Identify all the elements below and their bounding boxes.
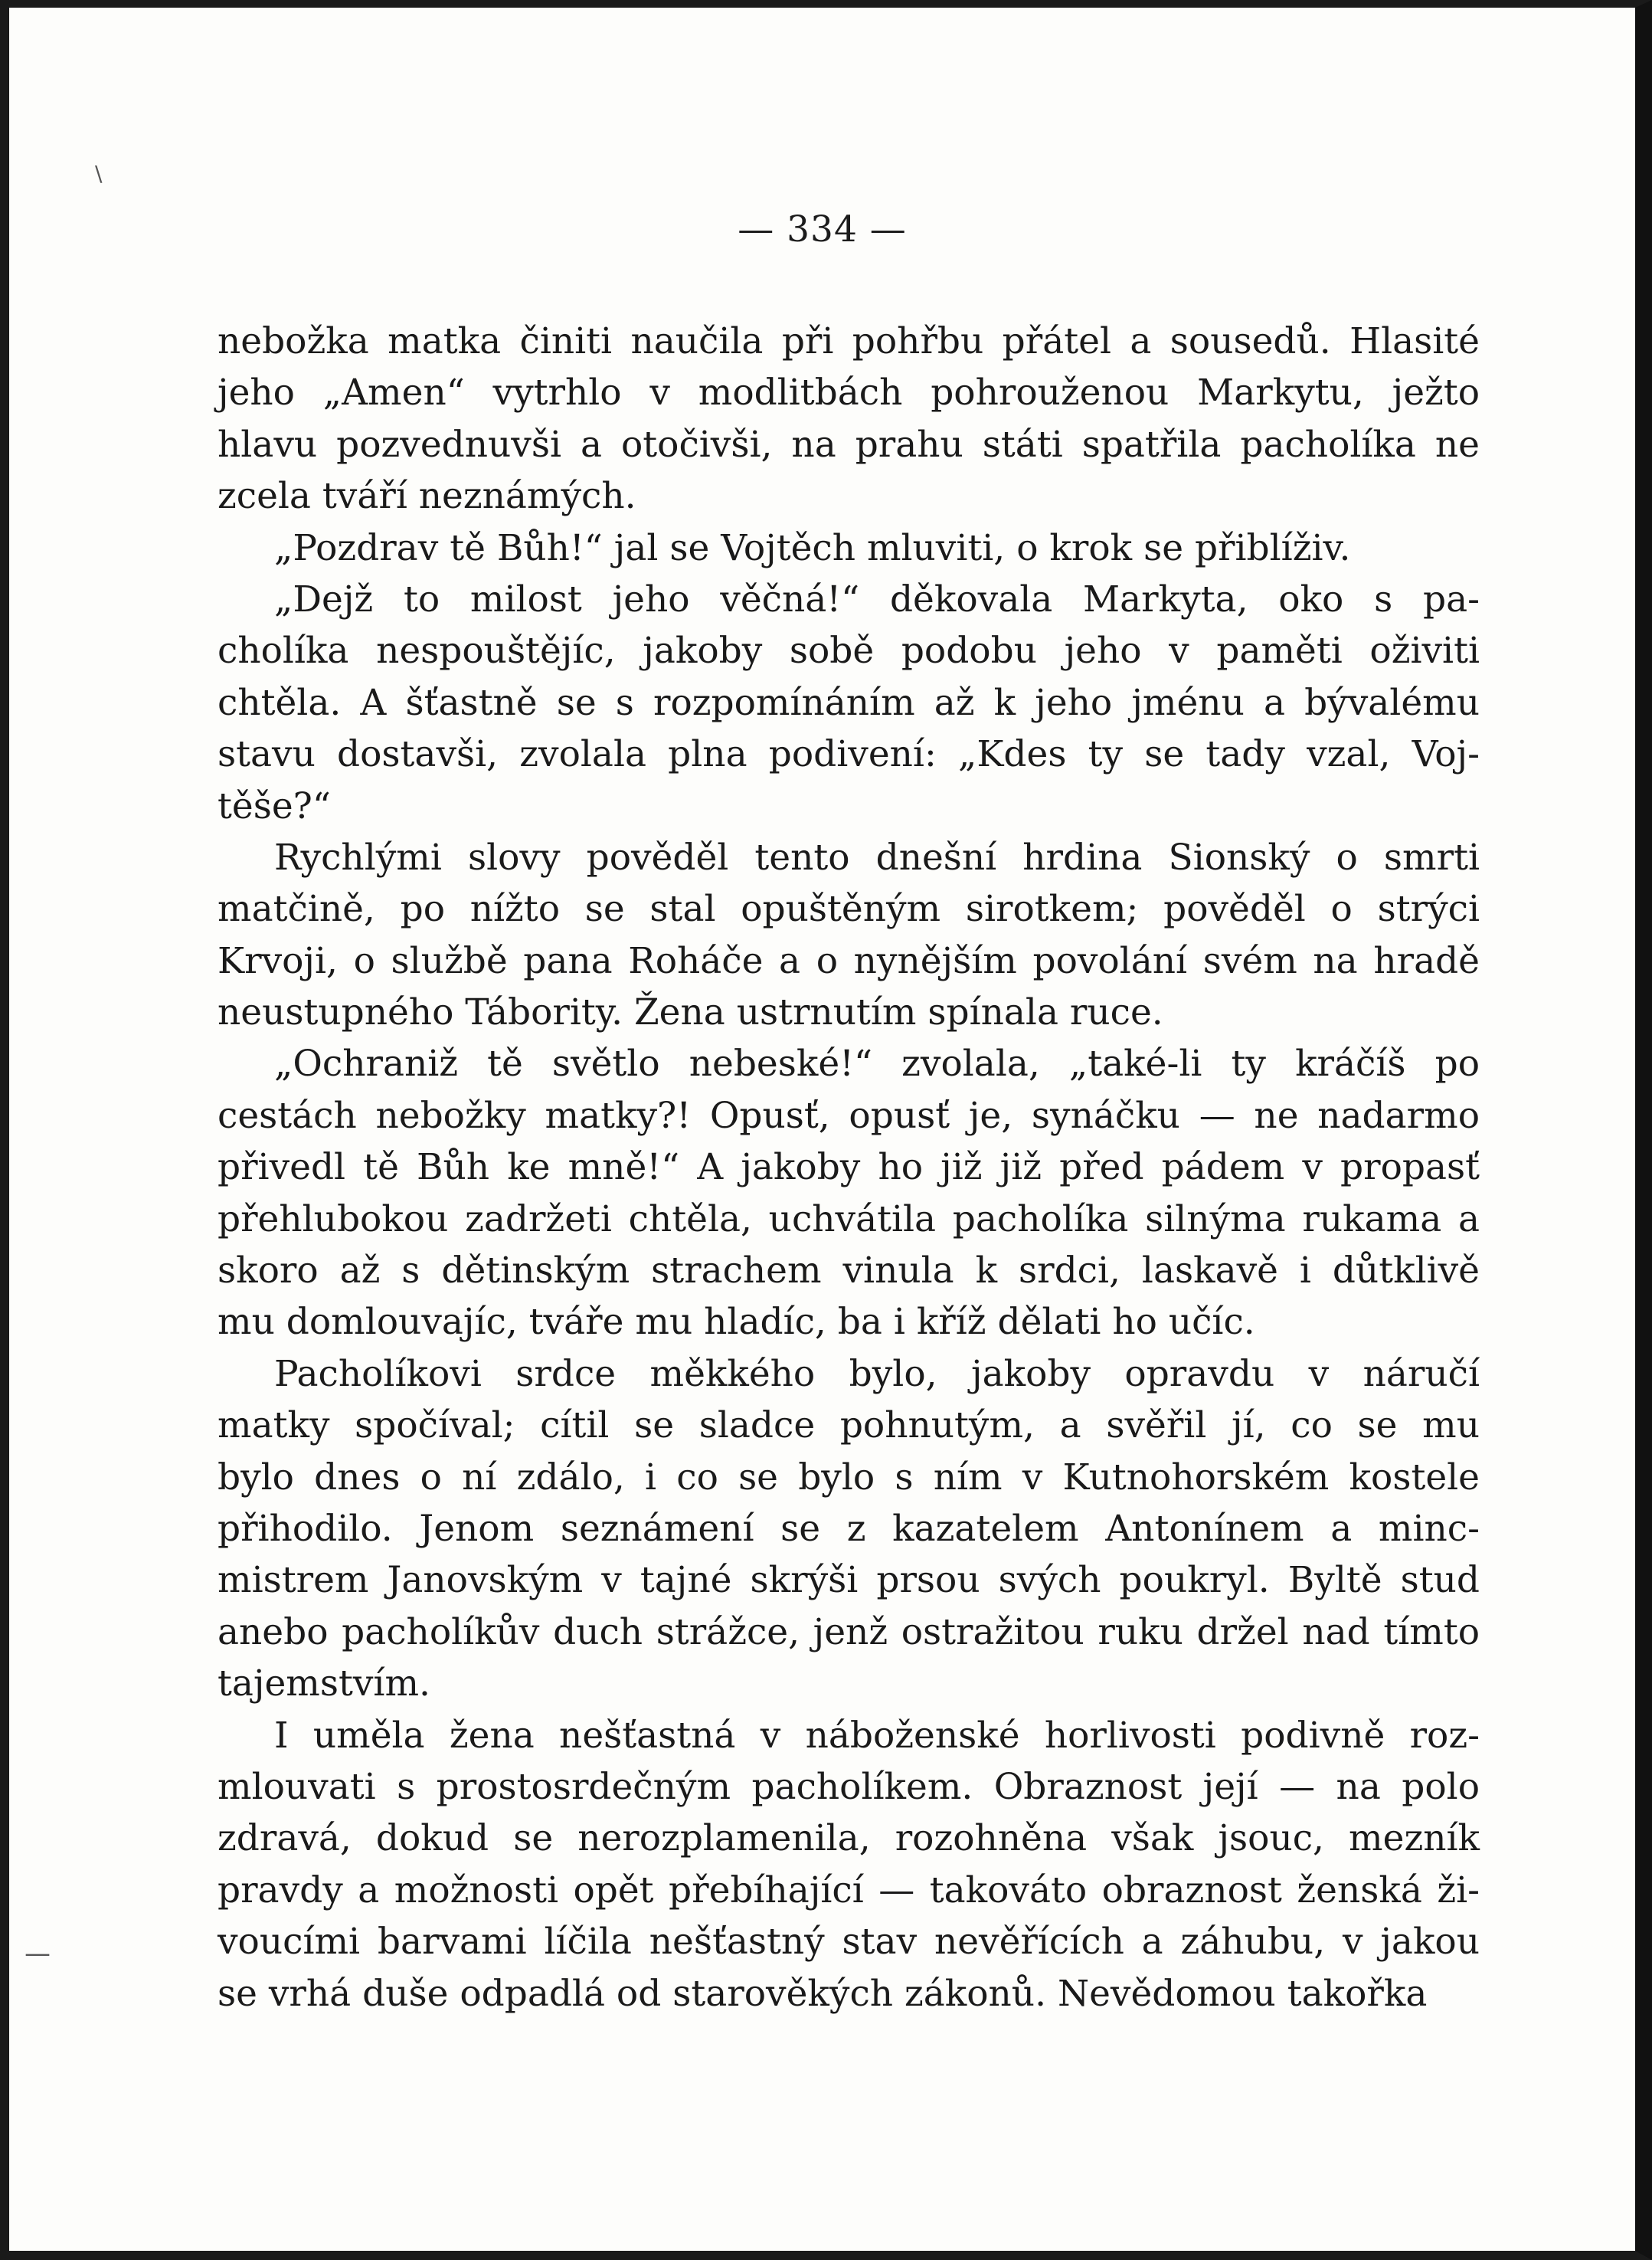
text-line: těše?“	[218, 784, 331, 827]
text-line: neustupného Tábority. Žena ustrnutím spínala ruce.‌	[218, 991, 1163, 1034]
text-line: bylo dnes o ní zdálo, i co se bylo s ním v Kutnohorském kostele	[218, 1456, 1480, 1498]
scan-mark: —	[25, 1938, 51, 1969]
paragraph	[218, 1710, 1480, 2019]
paragraph	[218, 316, 1480, 522]
text-line: pravdy a možnosti opět přebíhající — takováto obraznost ženská ži-	[218, 1869, 1480, 1911]
body-text	[218, 316, 1480, 2019]
text-line: stavu dostavši, zvolala plna podivení: „Kdes ty se tady vzal, Voj-	[218, 733, 1480, 776]
text-line: cestách nebožky matky?! Opusť, opusť je, synáčku — ne nadarmo	[218, 1094, 1480, 1137]
text-line: nebožka matka činiti naučila při pohřbu přátel a sousedů. Hlasité	[218, 320, 1480, 362]
paragraph	[218, 1038, 1480, 1348]
text-line: matky spočíval; cítil se sladce pohnutým, a svěřil jí, co se mu	[218, 1404, 1480, 1447]
text-line: přihodilo. Jenom seznámení se z kazatelem Antonínem a minc-	[218, 1507, 1480, 1550]
text-line: „Dejž to milost jeho věčná!“ děkovala Markyta, oko s pa-	[274, 578, 1480, 621]
text-line: mlouvati s prostosrdečným pacholíkem. Obraznost její — na polo	[218, 1765, 1480, 1808]
text-line: zdravá, dokud se nerozplamenila, rozohněna však jsouc, mezník	[218, 1817, 1480, 1860]
text-line: přivedl tě Bůh ke mně!“ A jakoby ho již již před pádem v propasť	[218, 1146, 1480, 1189]
text-line: „Ochraniž tě světlo nebeské!“ zvolala, „také-li ty kráčíš po	[274, 1043, 1480, 1086]
text-line: voucími barvami líčila nešťastný stav nevěřících a záhubu, v jakou	[218, 1921, 1480, 1964]
text-line: I uměla žena nešťastná v náboženské horlivosti podivně roz-	[274, 1714, 1480, 1757]
text-line: zcela tváří neznámých.	[218, 475, 636, 518]
text-line: hlavu pozvednuvši a otočivši, na prahu státi spatřila pacholíka ne	[218, 423, 1480, 466]
paragraph	[218, 1348, 1480, 1710]
text-line: mu domlouvajíc, tváře mu hladíc, ba i kříž dělati ho učíc.	[218, 1301, 1255, 1344]
text-line: cholíka nespouštějíc, jakoby sobě podobu jeho v paměti oživiti	[218, 630, 1480, 673]
text-line: anebo pacholíkův duch strážce, jenž ostražitou ruku držel nad tímto	[218, 1610, 1480, 1653]
text-line: „Pozdrav tě Bůh!“ jal se Vojtěch mluviti, o krok se přiblíživ.	[274, 526, 1351, 569]
paragraph	[218, 522, 1480, 574]
text-line: matčině, po nížto se stal opuštěným sirotkem; pověděl o strýci	[218, 888, 1480, 931]
text-line: se vrhá duše odpadlá od starověkých zákonů. Nevědomou takořka	[218, 1972, 1428, 2015]
text-line: přehlubokou zadržeti chtěla, uchvátila pacholíka silnýma rukama a	[218, 1197, 1480, 1240]
text-line: mistrem Janovským v tajné skrýši prsou svých poukryl. Byltě stud	[218, 1559, 1480, 1602]
paragraph	[218, 574, 1480, 832]
text-line: Pacholíkovi srdce měkkého bylo, jakoby opravdu v náručí	[274, 1352, 1480, 1395]
text-line: Rychlými slovy pověděl tento dnešní hrdina Sionský o smrti	[274, 836, 1480, 879]
page-number: — 334 —	[738, 208, 907, 251]
scan-mark: \	[95, 161, 103, 186]
paragraph	[218, 832, 1480, 1039]
text-line: tajemstvím.	[218, 1662, 430, 1705]
text-line: skoro až s dětinským strachem vinula k srdci, laskavě i důtklivě	[218, 1250, 1480, 1292]
text-line: chtěla. A šťastně se s rozpomínáním až k jeho jménu a bývalému	[218, 681, 1480, 724]
text-line: Krvoji, o službě pana Roháče a o nynějším povolání svém na hradě	[218, 939, 1480, 982]
text-line: jeho „Amen“ vytrhlo v modlitbách pohrouženou Markytu, ježto	[218, 372, 1480, 414]
